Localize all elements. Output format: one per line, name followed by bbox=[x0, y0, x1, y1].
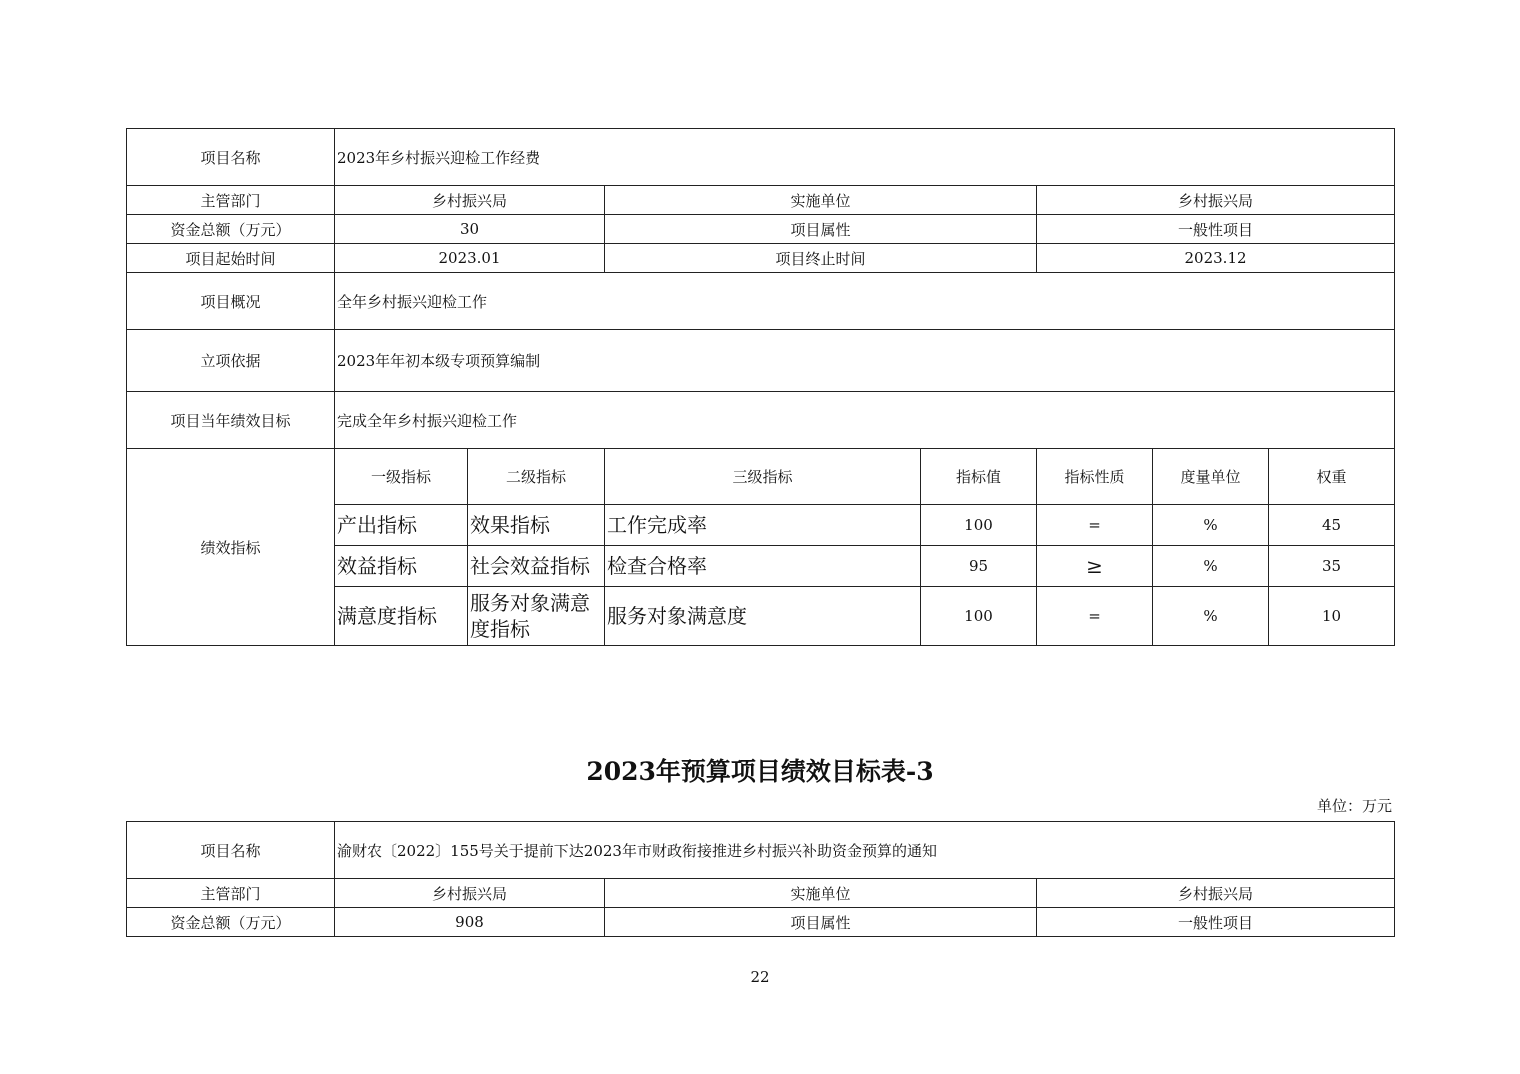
attr-label: 项目属性 bbox=[605, 908, 1037, 937]
nature-cell: = bbox=[1037, 505, 1153, 546]
weight-cell: 45 bbox=[1269, 505, 1395, 546]
performance-table-1 bbox=[126, 128, 1395, 646]
level3-cell: 服务对象满意度 bbox=[605, 587, 921, 646]
row-funds bbox=[127, 215, 1395, 244]
header-cell: 度量单位 bbox=[1153, 449, 1269, 505]
dept-value: 乡村振兴局 bbox=[335, 879, 605, 908]
dept-label: 主管部门 bbox=[127, 186, 335, 215]
level1-cell: 产出指标 bbox=[335, 505, 468, 546]
row-dept bbox=[127, 186, 1395, 215]
level2-cell: 社会效益指标 bbox=[468, 546, 605, 587]
nature-cell: = bbox=[1037, 587, 1153, 646]
dept-label: 主管部门 bbox=[127, 879, 335, 908]
basis-label: 立项依据 bbox=[127, 330, 335, 392]
attr-label: 项目属性 bbox=[605, 215, 1037, 244]
performance-table-2 bbox=[126, 821, 1395, 937]
row-goal bbox=[127, 392, 1395, 449]
header-cell: 二级指标 bbox=[468, 449, 605, 505]
start-value: 2023.01 bbox=[335, 244, 605, 273]
unit-note: 单位：万元 bbox=[1316, 797, 1392, 815]
overview-label: 项目概况 bbox=[127, 273, 335, 330]
dept-value: 乡村振兴局 bbox=[335, 186, 605, 215]
impl-label: 实施单位 bbox=[605, 879, 1037, 908]
indicators-label: 绩效指标 bbox=[127, 449, 335, 646]
row-overview bbox=[127, 273, 1395, 330]
row-dates bbox=[127, 244, 1395, 273]
impl-label: 实施单位 bbox=[605, 186, 1037, 215]
value-cell: 95 bbox=[921, 546, 1037, 587]
goal-label: 项目当年绩效目标 bbox=[127, 392, 335, 449]
value-cell: 100 bbox=[921, 587, 1037, 646]
row-dept bbox=[127, 879, 1395, 908]
project-name-value: 渝财农〔2022〕155号关于提前下达2023年市财政衔接推进乡村振兴补助资金预算的通知 bbox=[335, 822, 1395, 879]
unit-cell: % bbox=[1153, 587, 1269, 646]
level2-cell: 服务对象满意度指标 bbox=[468, 587, 605, 646]
level2-cell: 效果指标 bbox=[468, 505, 605, 546]
project-name-label: 项目名称 bbox=[127, 129, 335, 186]
unit-cell: % bbox=[1153, 546, 1269, 587]
funds-value: 908 bbox=[335, 908, 605, 937]
row-basis bbox=[127, 330, 1395, 392]
funds-value: 30 bbox=[335, 215, 605, 244]
level3-cell: 工作完成率 bbox=[605, 505, 921, 546]
funds-label: 资金总额（万元） bbox=[127, 908, 335, 937]
goal-value: 完成全年乡村振兴迎检工作 bbox=[335, 392, 1395, 449]
impl-value: 乡村振兴局 bbox=[1037, 879, 1395, 908]
header-cell: 三级指标 bbox=[605, 449, 921, 505]
attr-value: 一般性项目 bbox=[1037, 215, 1395, 244]
value-cell: 100 bbox=[921, 505, 1037, 546]
row-funds bbox=[127, 908, 1395, 937]
attr-value: 一般性项目 bbox=[1037, 908, 1395, 937]
unit-cell: % bbox=[1153, 505, 1269, 546]
row-project-name bbox=[127, 129, 1395, 186]
table2-title: 2023年预算项目绩效目标表-3 bbox=[586, 757, 934, 786]
end-label: 项目终止时间 bbox=[605, 244, 1037, 273]
impl-value: 乡村振兴局 bbox=[1037, 186, 1395, 215]
project-name-label: 项目名称 bbox=[127, 822, 335, 879]
level3-cell: 检查合格率 bbox=[605, 546, 921, 587]
level1-cell: 满意度指标 bbox=[335, 587, 468, 646]
level1-cell: 效益指标 bbox=[335, 546, 468, 587]
end-value: 2023.12 bbox=[1037, 244, 1395, 273]
nature-cell: ≥ bbox=[1037, 546, 1153, 587]
weight-cell: 10 bbox=[1269, 587, 1395, 646]
weight-cell: 35 bbox=[1269, 546, 1395, 587]
funds-label: 资金总额（万元） bbox=[127, 215, 335, 244]
header-cell: 一级指标 bbox=[335, 449, 468, 505]
page-number: 22 bbox=[750, 968, 770, 986]
project-name-value: 2023年乡村振兴迎检工作经费 bbox=[335, 129, 1395, 186]
start-label: 项目起始时间 bbox=[127, 244, 335, 273]
basis-value: 2023年年初本级专项预算编制 bbox=[335, 330, 1395, 392]
row-project-name bbox=[127, 822, 1395, 879]
header-cell: 指标性质 bbox=[1037, 449, 1153, 505]
indicator-header-row bbox=[127, 449, 1395, 505]
header-cell: 权重 bbox=[1269, 449, 1395, 505]
overview-value: 全年乡村振兴迎检工作 bbox=[335, 273, 1395, 330]
header-cell: 指标值 bbox=[921, 449, 1037, 505]
